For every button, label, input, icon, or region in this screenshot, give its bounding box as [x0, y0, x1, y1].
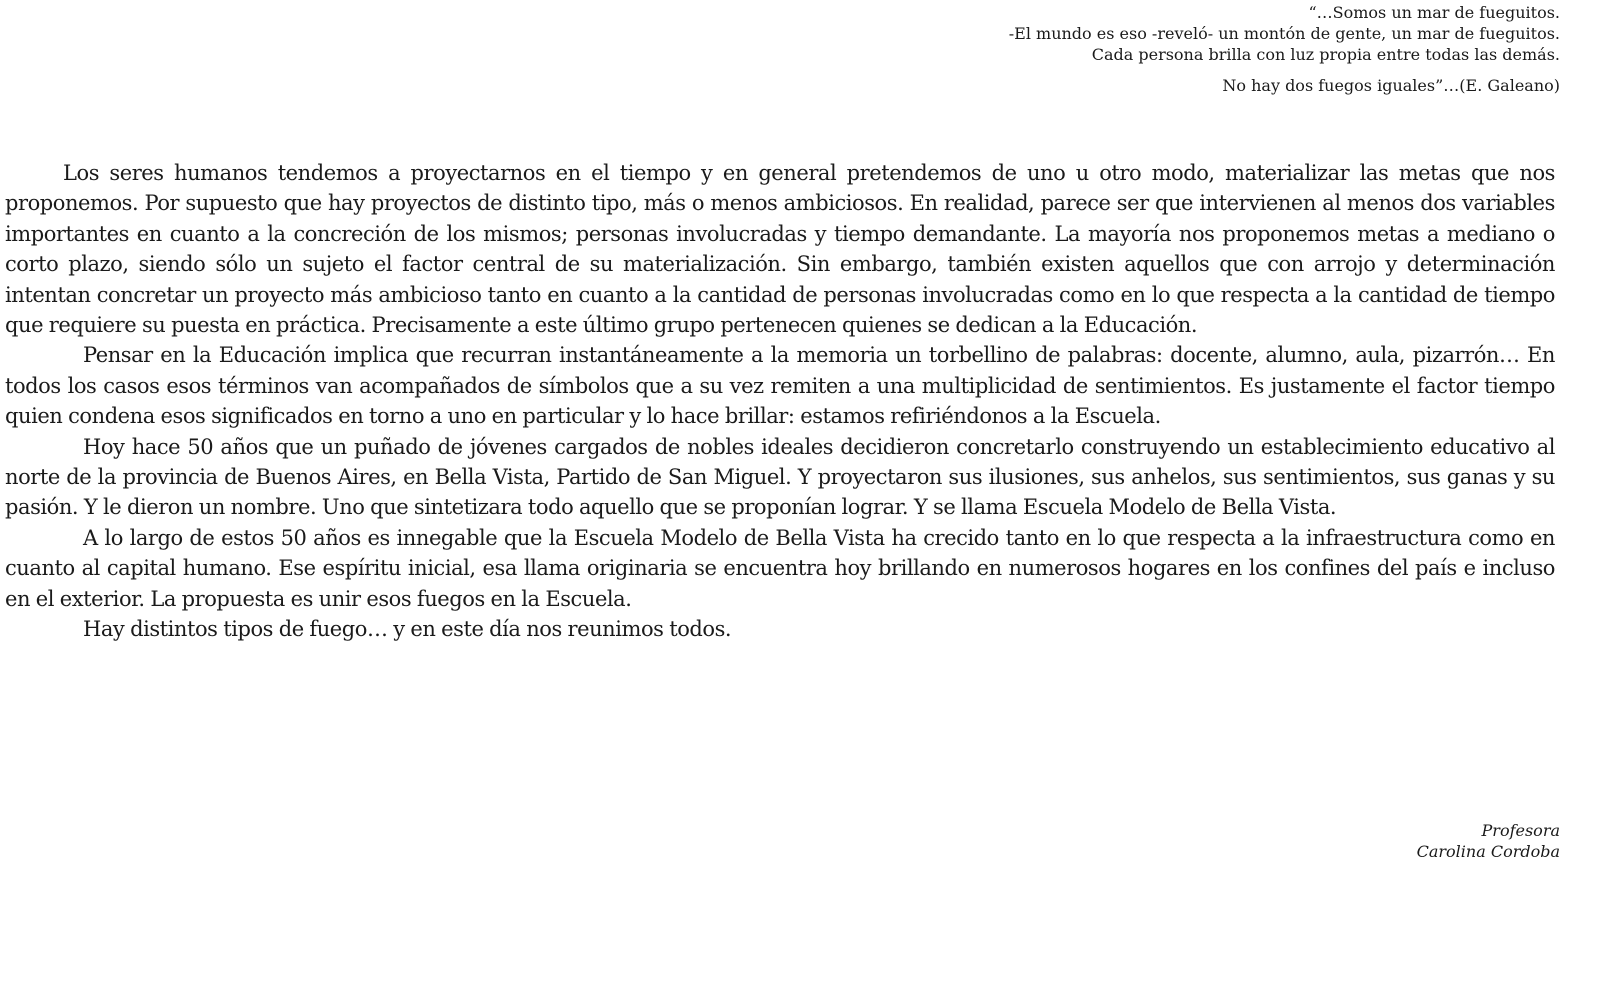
paragraph: Hoy hace 50 años que un puñado de jóvenes cargados de nobles ideales decidieron concretarlo construyendo un establecimiento educativo al norte de la provincia de Buenos Aires, en Bella Vista, Partido de San Miguel. Y proyectaron sus ilusiones, sus anhelos, sus sentimientos, sus ganas y su pasión. Y le dieron un nombre. Uno que sintetizara todo aquello que se proponían lograr. Y se llama Escuela Modelo de Bella Vista.: [5, 434, 1555, 520]
epigraph-attribution: No hay dos fuegos iguales”…(E. Galeano): [1222, 76, 1560, 95]
paragraph: A lo largo de estos 50 años es innegable que la Escuela Modelo de Bella Vista ha crecido tanto en lo que respecta a la infraestructura como en cuanto al capital humano. Ese espíritu inicial, esa llama originaria se encuentra hoy brillando en numerosos hogares en los confines del país e incluso en el exterior. La propuesta es unir esos fuegos en la Escuela.: [5, 525, 1555, 611]
epigraph: [660, 2, 1560, 96]
epigraph-line: -El mundo es eso -reveló- un montón de gente, un mar de fueguitos.: [1008, 24, 1560, 43]
epigraph-line: “…Somos un mar de fueguitos.: [1308, 3, 1560, 22]
paragraph: Pensar en la Educación implica que recurran instantáneamente a la memoria un torbellino de palabras: docente, alumno, aula, pizarrón… En todos los casos esos términos van acompañados de símbolos que a su vez remiten a una multiplicidad de sentimientos. Es justamente el factor tiempo quien condena esos significados en torno a uno en particular y lo hace brillar: estamos refiriéndonos a la Escuela.: [5, 343, 1555, 429]
signature: [1417, 820, 1560, 862]
signature-name: Carolina Cordoba: [1416, 842, 1560, 861]
paragraph: Los seres humanos tendemos a proyectarnos en el tiempo y en general pretendemos de uno u otro modo, materializar las metas que nos proponemos. Por supuesto que hay proyectos de distinto tipo, más o menos ambiciosos. En realidad, parece ser que intervienen al menos dos variables importantes en cuanto a la concreción de los mismos; personas involucradas y tiempo demandante. La mayoría nos proponemos metas a mediano o corto plazo, siendo sólo un sujeto el factor central de su materialización. Sin embargo, también existen aquellos que con arrojo y determinación intentan concretar un proyecto más ambicioso tanto en cuanto a la cantidad de personas involucradas como en lo que respecta a la cantidad de tiempo que requiere su puesta en práctica. Precisamente a este último grupo pertenecen quienes se dedican a la Educación.: [5, 161, 1555, 338]
epigraph-line: Cada persona brilla con luz propia entre todas las demás.: [1091, 45, 1560, 64]
body-text: [5, 158, 1555, 645]
paragraph: Hay distintos tipos de fuego… y en este día nos reunimos todos.: [83, 617, 732, 642]
signature-role: Profesora: [1481, 821, 1560, 840]
